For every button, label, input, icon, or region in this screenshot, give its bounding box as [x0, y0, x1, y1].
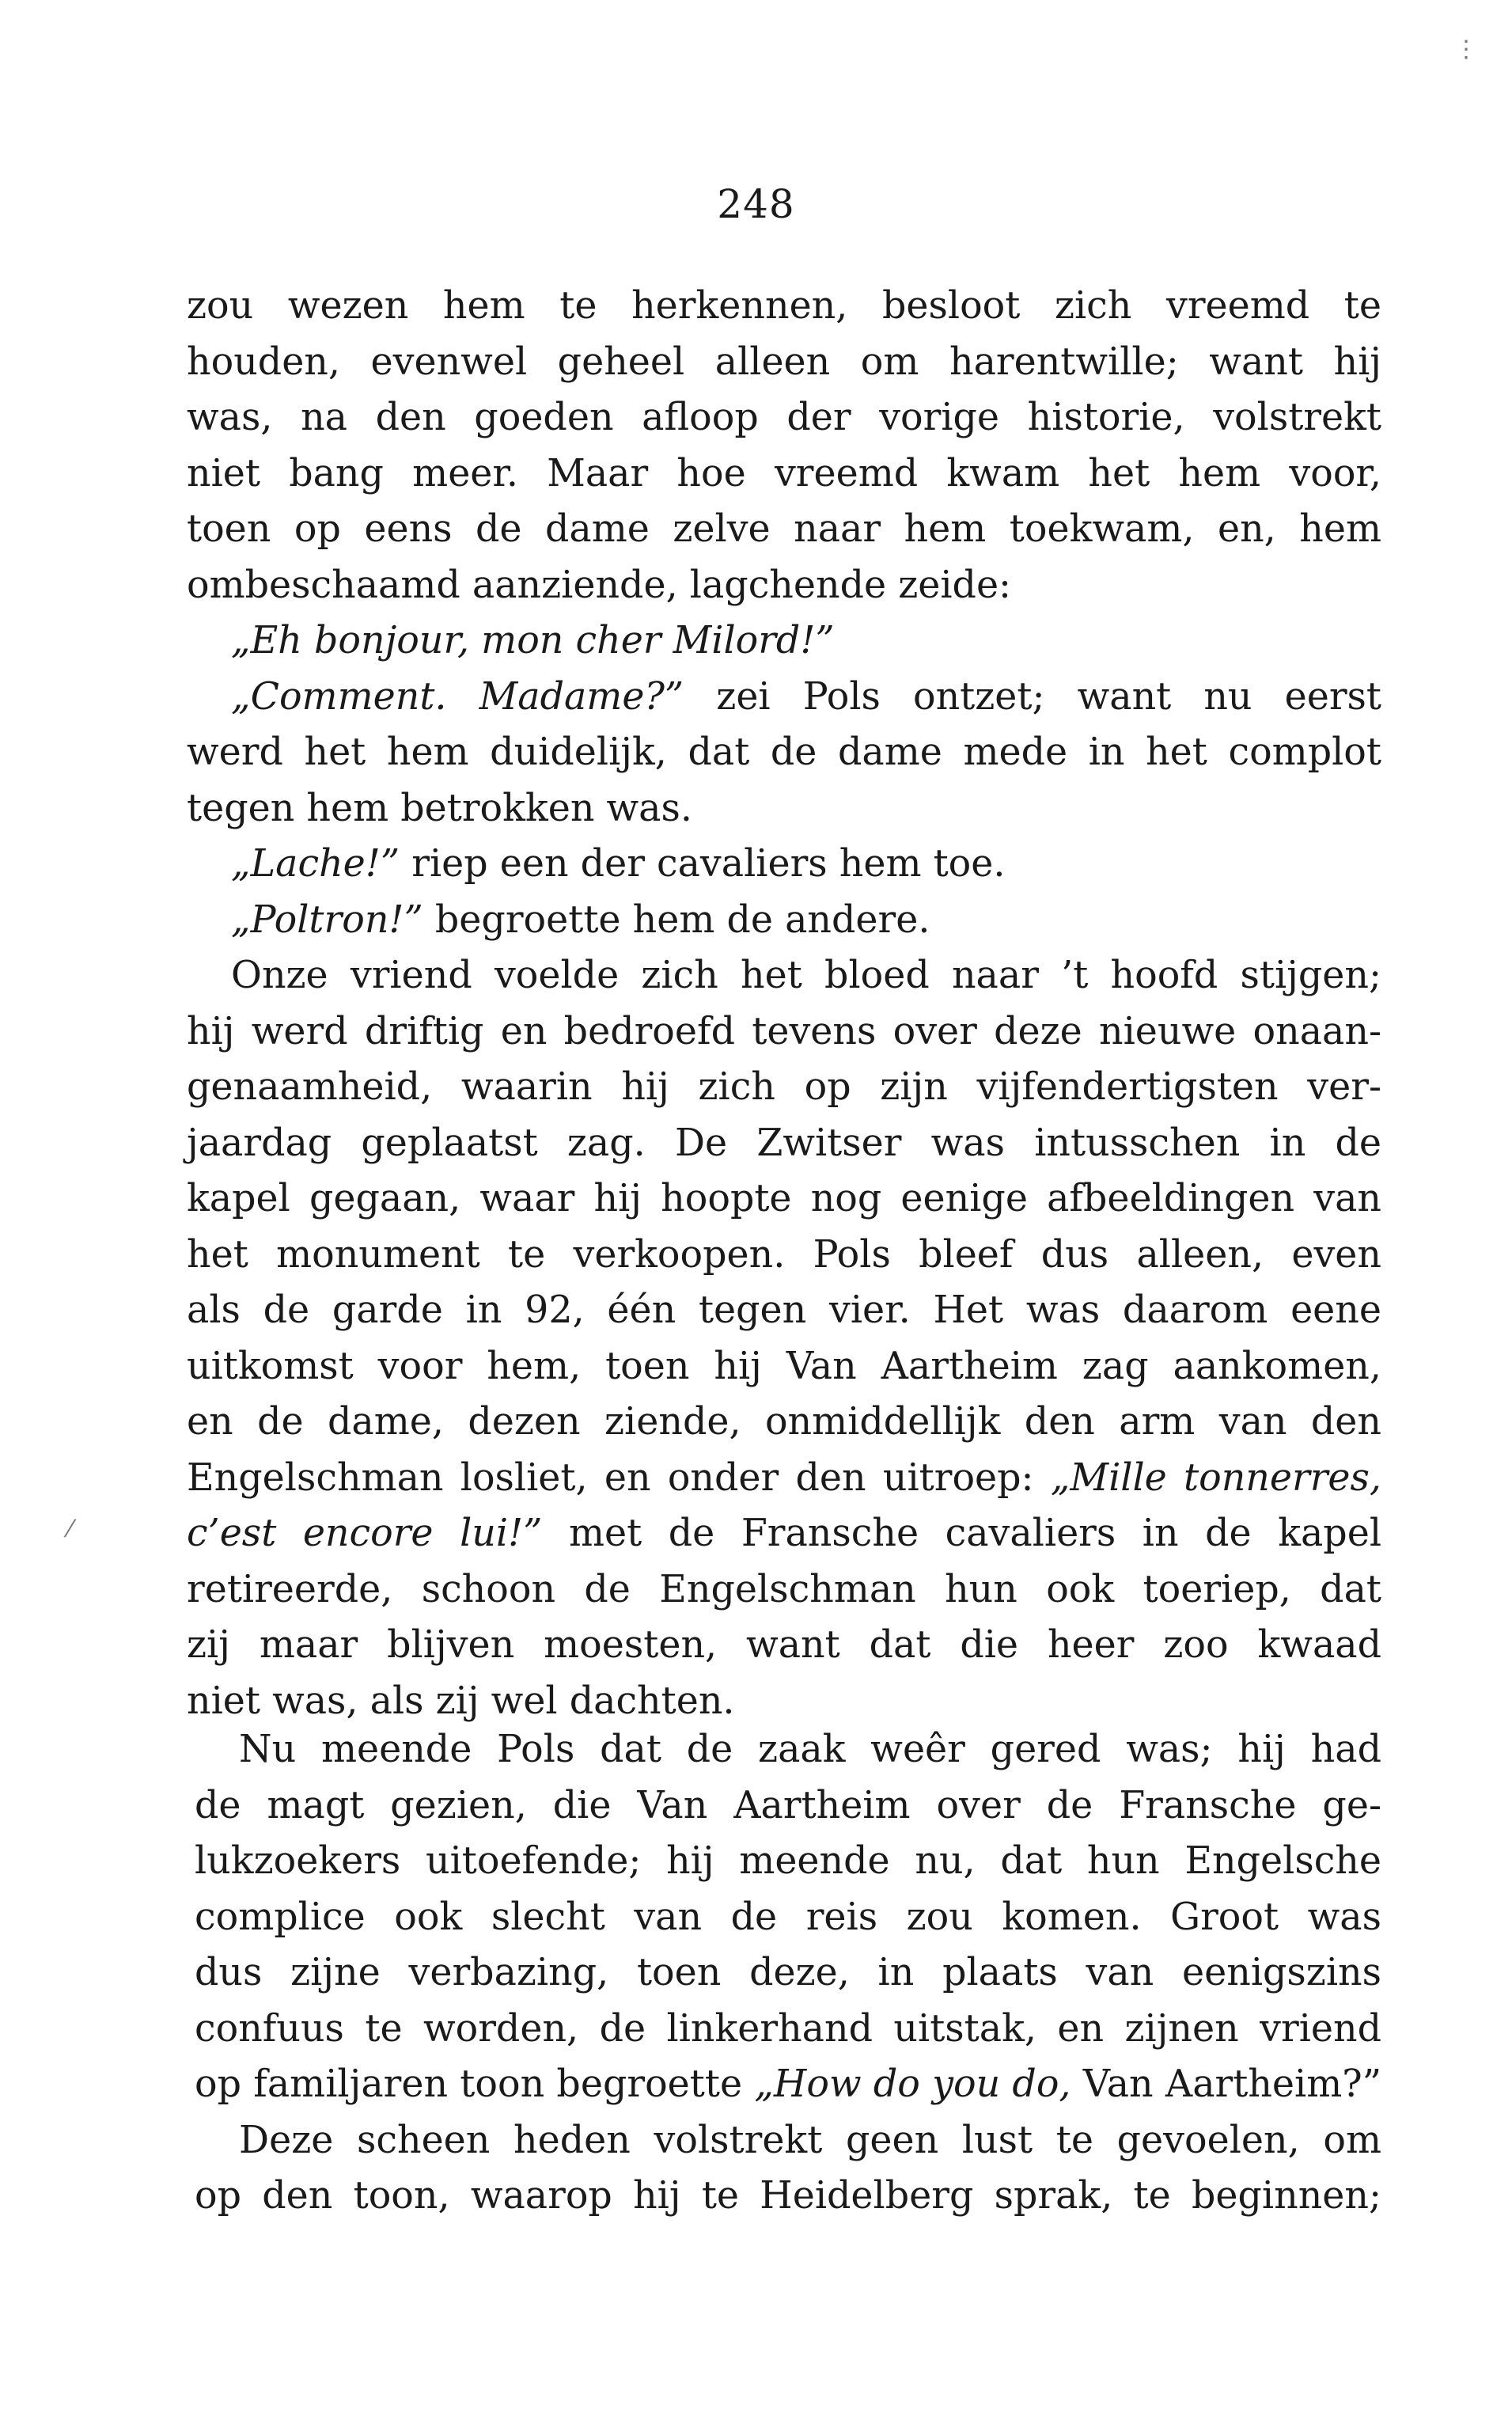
text-line: lukzoekers uitoefende; hij meende nu, dat hun Engelsche — [195, 1839, 1381, 1883]
italic-text: c’est encore lui!” — [187, 1512, 543, 1555]
text-line: Nu meende Pols dat de zaak weêr gered was; hij had — [239, 1728, 1381, 1771]
dialogue-line — [187, 613, 1381, 670]
text-line: de magt gezien, die Van Aartheim over de Fransche ge- — [195, 1783, 1381, 1827]
text-line: als de garde in 92, één tegen vier. Het was daarom eene — [187, 1288, 1381, 1332]
mixed-line — [187, 1451, 1381, 1507]
text-line: dus zijne verbazing, toen deze, in plaats van eenigszins — [195, 1951, 1381, 1994]
text-line: en de dame, dezen ziende, onmiddellijk den arm van den — [187, 1400, 1381, 1444]
dialogue-plain: begroette hem de andere. — [423, 897, 930, 942]
body-text-lower — [195, 1722, 1381, 2225]
plain-text: op familjaren toon begroette — [195, 2062, 755, 2106]
scan-mark-left: ⁄ — [68, 1516, 73, 1543]
text-line: toen op eens de dame zelve naar hem toekwam, en, hem — [187, 507, 1381, 551]
mixed-line — [187, 1506, 1381, 1562]
text-line: complice ook slecht van de reis zou komen. Groot was — [195, 1895, 1381, 1939]
dialogue-plain: zei Pols ontzet; want nu eerst — [684, 674, 1381, 719]
dialogue-line — [187, 893, 1381, 949]
text-line: niet was, als zij wel dachten. — [187, 1679, 735, 1723]
text-line: hij werd driftig en bedroefd tevens over deze nieuwe onaan- — [187, 1009, 1381, 1053]
text-line: uitkomst voor hem, toen hij Van Aartheim zag aankomen, — [187, 1344, 1381, 1388]
dialogue-italic: „Lache!” — [231, 842, 400, 886]
plain-text: met de Fransche cavaliers in de kapel — [542, 1512, 1382, 1555]
plain-text: Engelschman losliet, en onder den uitroep: — [187, 1455, 1051, 1500]
italic-text: „Mille tonnerres, — [1050, 1455, 1381, 1500]
dialogue-italic: „Comment. Madame?” — [231, 674, 684, 719]
body-text-upper — [187, 279, 1381, 1729]
text-line: zou wezen hem te herkennen, besloot zich vreemd te — [187, 284, 1381, 328]
scan-mark-top: ⋮ — [1454, 36, 1478, 63]
text-line: Onze vriend voelde zich het bloed naar ’t hoofd stijgen; — [231, 954, 1381, 997]
text-line: ombeschaamd aanziende, lagchende zeide: — [187, 563, 1012, 607]
text-line: genaamheid, waarin hij zich op zijn vijfendertigsten ver- — [187, 1065, 1381, 1109]
text-line: tegen hem betrokken was. — [187, 786, 692, 830]
dialogue-line — [187, 837, 1381, 893]
text-line: jaardag geplaatst zag. De Zwitser was intusschen in de — [187, 1121, 1381, 1165]
text-line: retireerde, schoon de Engelschman hun ook toeriep, dat — [187, 1567, 1381, 1611]
text-line: confuus te worden, de linkerhand uitstak, en zijnen vriend — [195, 2006, 1381, 2051]
text-line: werd het hem duidelijk, dat de dame mede in het complot — [187, 730, 1381, 774]
text-line: op den toon, waarop hij te Heidelberg sprak, te beginnen; — [195, 2174, 1381, 2218]
text-line: niet bang meer. Maar hoe vreemd kwam het hem voor, — [187, 451, 1381, 495]
page-number: 248 — [717, 181, 795, 227]
dialogue-italic: „Eh bonjour, mon cher Milord!” — [231, 619, 835, 662]
mixed-line — [195, 2057, 1381, 2113]
text-line: het monument te verkoopen. Pols bleef dus alleen, even — [187, 1232, 1381, 1277]
text-line: zij maar blijven moesten, want dat die heer zoo kwaad — [187, 1623, 1381, 1667]
text-line: kapel gegaan, waar hij hoopte nog eenige afbeeldingen van — [187, 1177, 1381, 1220]
italic-text: „How do you do, — [754, 2062, 1071, 2106]
dialogue-italic: „Poltron!” — [231, 897, 423, 942]
plain-text: Van Aartheim?” — [1071, 2062, 1382, 2106]
dialogue-plain: riep een der cavaliers hem toe. — [400, 842, 1006, 886]
text-line: Deze scheen heden volstrekt geen lust te gevoelen, om — [239, 2118, 1381, 2162]
text-line: houden, evenwel geheel alleen om harentwille; want hij — [187, 340, 1381, 384]
dialogue-line — [187, 670, 1381, 726]
text-line: was, na den goeden afloop der vorige historie, volstrekt — [187, 396, 1381, 439]
